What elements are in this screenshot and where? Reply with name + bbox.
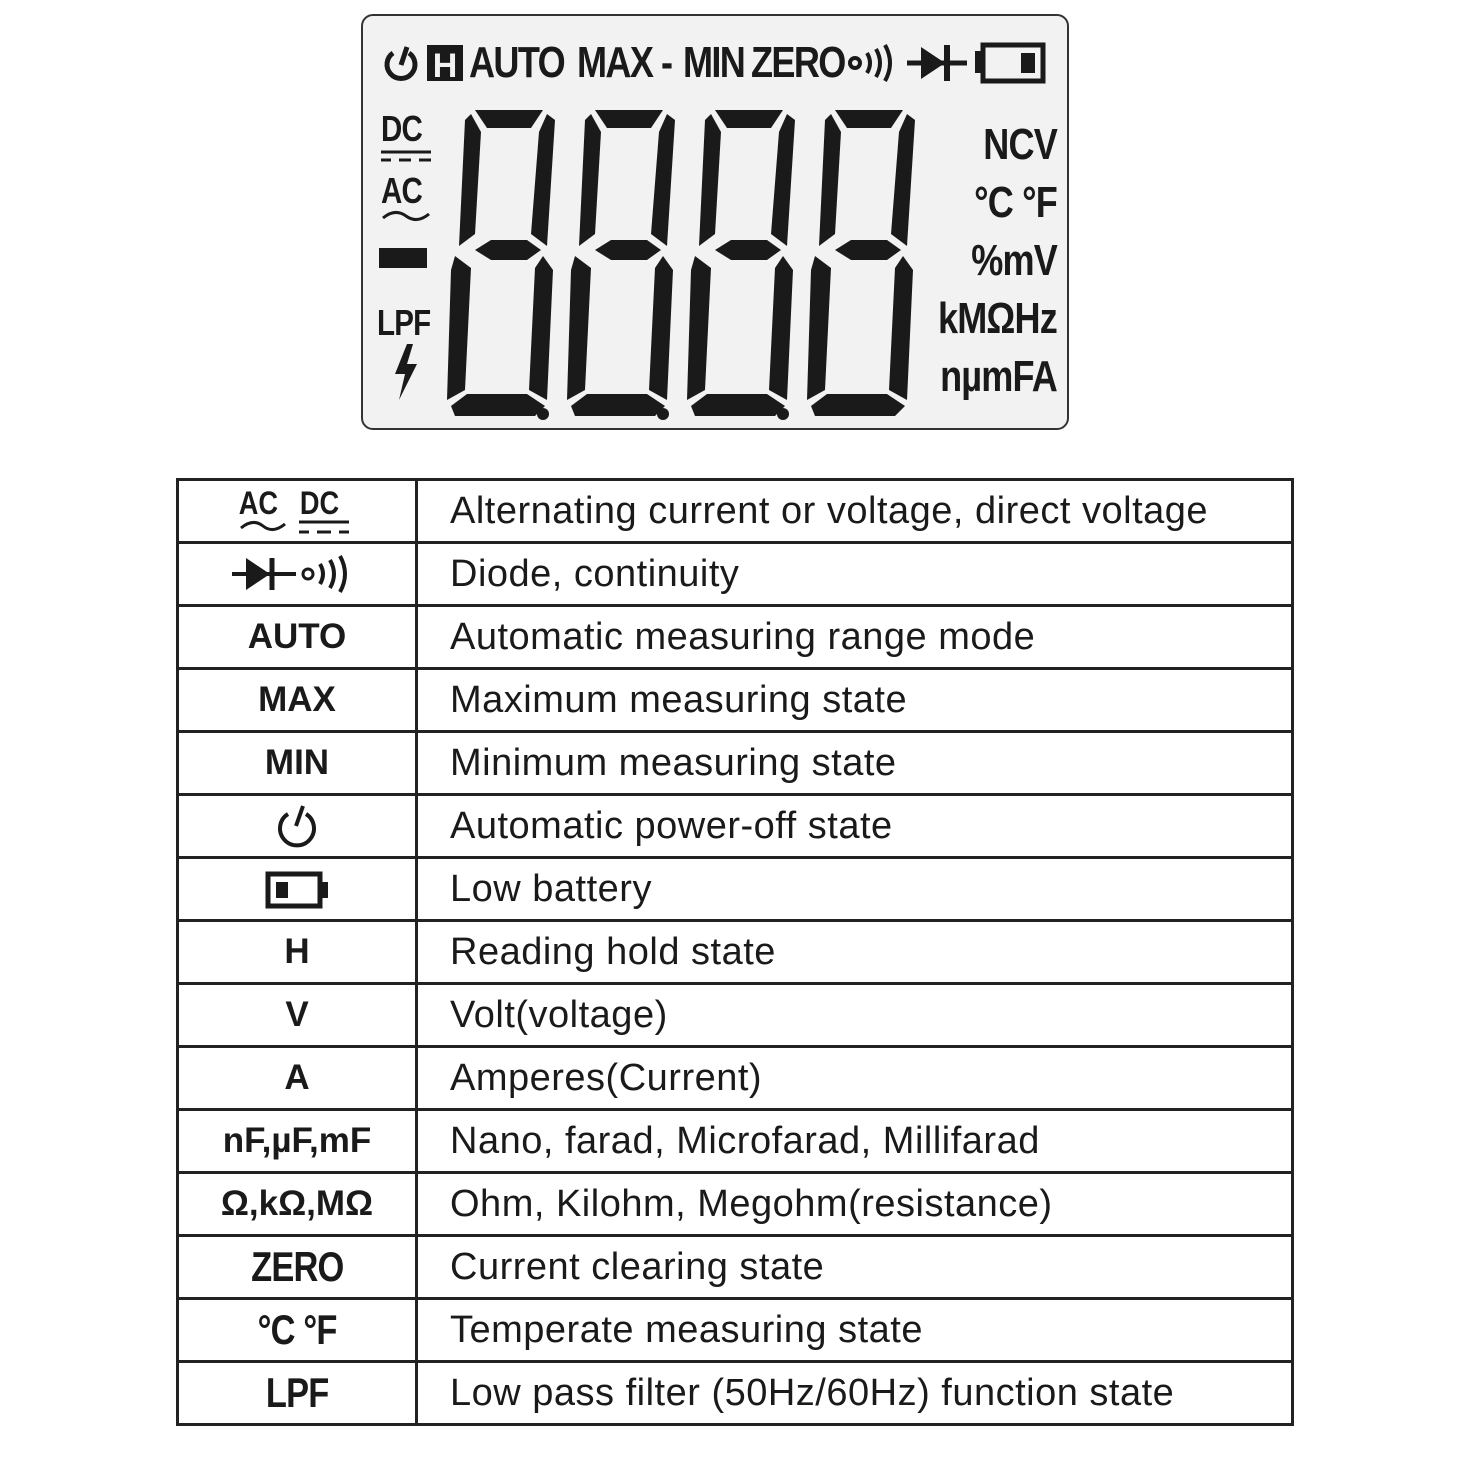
description-cell: Reading hold state: [417, 921, 1293, 984]
dc-symbol: [381, 150, 431, 162]
description-cell: Nano, farad, Microfarad, Millifarad: [417, 1110, 1293, 1173]
symbol-cell: [178, 858, 417, 921]
table-row: [178, 858, 1293, 921]
auto-power-off-icon: [381, 41, 421, 85]
table-row: [178, 1236, 1293, 1299]
symbol-cell: [178, 1299, 417, 1362]
description-cell: Alternating current or voltage, direct voltage: [417, 480, 1293, 543]
svg-text:DC: DC: [299, 485, 340, 522]
lcd-unit-ncv: NCV: [983, 120, 1057, 169]
digit-4: [807, 110, 915, 416]
svg-text:AC: AC: [238, 485, 278, 522]
symbol-legend-table: [176, 478, 1294, 1426]
lcd-unit-kmohz: kMΩHz: [937, 294, 1057, 343]
table-row: [178, 1362, 1293, 1425]
symbol-cell: [178, 1236, 417, 1299]
table-row: [178, 1110, 1293, 1173]
table-row: [178, 732, 1293, 795]
decimal-point-3: [777, 408, 789, 420]
description-cell: Automatic measuring range mode: [417, 606, 1293, 669]
description-cell: Maximum measuring state: [417, 669, 1293, 732]
description-cell: Automatic power-off state: [417, 795, 1293, 858]
high-voltage-icon: [391, 344, 421, 400]
symbol-cell: H: [178, 921, 417, 984]
diode-icon: [907, 41, 967, 85]
table-row: [178, 1299, 1293, 1362]
minus-segment: [379, 248, 427, 268]
description-cell: Low pass filter (50Hz/60Hz) function state: [417, 1362, 1293, 1425]
continuity-icon: [847, 41, 899, 85]
digit-2: [567, 110, 675, 416]
low-battery-icon: [264, 870, 330, 910]
temperature-symbol: °C °F: [257, 1306, 337, 1353]
lcd-zero: ZERO: [751, 38, 845, 87]
table-row: [178, 984, 1293, 1047]
ac-symbol: [381, 208, 431, 224]
description-cell: Amperes(Current): [417, 1047, 1293, 1110]
hold-letter: H: [432, 47, 458, 85]
lcd-unit-percent-mv: %mV: [971, 236, 1057, 285]
symbol-cell: MAX: [178, 669, 417, 732]
seven-segment-digits: [435, 100, 935, 420]
description-cell: Temperate measuring state: [417, 1299, 1293, 1362]
symbol-cell: AUTO: [178, 606, 417, 669]
table-row: [178, 669, 1293, 732]
description-cell: Ohm, Kilohm, Megohm(resistance): [417, 1173, 1293, 1236]
symbol-cell: Ω,kΩ,MΩ: [178, 1173, 417, 1236]
description-cell: Minimum measuring state: [417, 732, 1293, 795]
table-row: [178, 1047, 1293, 1110]
symbol-cell: nF,µF,mF: [178, 1110, 417, 1173]
zero-symbol: ZERO: [250, 1243, 344, 1290]
lcd-min: MIN: [683, 38, 745, 87]
auto-power-off-icon: [273, 802, 321, 850]
description-cell: Low battery: [417, 858, 1293, 921]
lcd-max: MAX: [577, 38, 653, 87]
lcd-dash: -: [661, 38, 672, 87]
table-row: [178, 543, 1293, 606]
symbol-cell: V: [178, 984, 417, 1047]
lcd-top-indicators: [381, 38, 1047, 88]
hold-icon: [425, 41, 465, 85]
lcd-unit-numfa: nµmFA: [940, 352, 1057, 401]
lcd-lpf-label: LPF: [377, 302, 431, 343]
symbol-cell: [178, 543, 417, 606]
lcd-unit-temp: °C °F: [974, 178, 1057, 227]
lpf-symbol: LPF: [265, 1369, 329, 1416]
lcd-display: [361, 14, 1069, 430]
digit-3: [687, 110, 795, 416]
symbol-cell: MIN: [178, 732, 417, 795]
symbol-cell: A: [178, 1047, 417, 1110]
ac-dc-icon: [237, 484, 357, 538]
description-cell: Volt(voltage): [417, 984, 1293, 1047]
lcd-dc-label: DC: [381, 108, 422, 149]
symbol-cell: [178, 1362, 417, 1425]
table-row: [178, 606, 1293, 669]
table-row: [178, 795, 1293, 858]
table-row: [178, 921, 1293, 984]
lcd-ac-label: AC: [381, 170, 422, 211]
lcd-units: [907, 116, 1057, 406]
table-row: [178, 480, 1293, 543]
description-cell: Current clearing state: [417, 1236, 1293, 1299]
symbol-cell: [178, 480, 417, 543]
decimal-point-2: [657, 408, 669, 420]
decimal-point-1: [537, 408, 549, 420]
description-cell: Diode, continuity: [417, 543, 1293, 606]
lcd-auto: AUTO: [469, 38, 565, 87]
battery-icon: [973, 41, 1047, 85]
table-row: [178, 1173, 1293, 1236]
diode-continuity-icon: [232, 552, 362, 596]
symbol-cell: [178, 795, 417, 858]
